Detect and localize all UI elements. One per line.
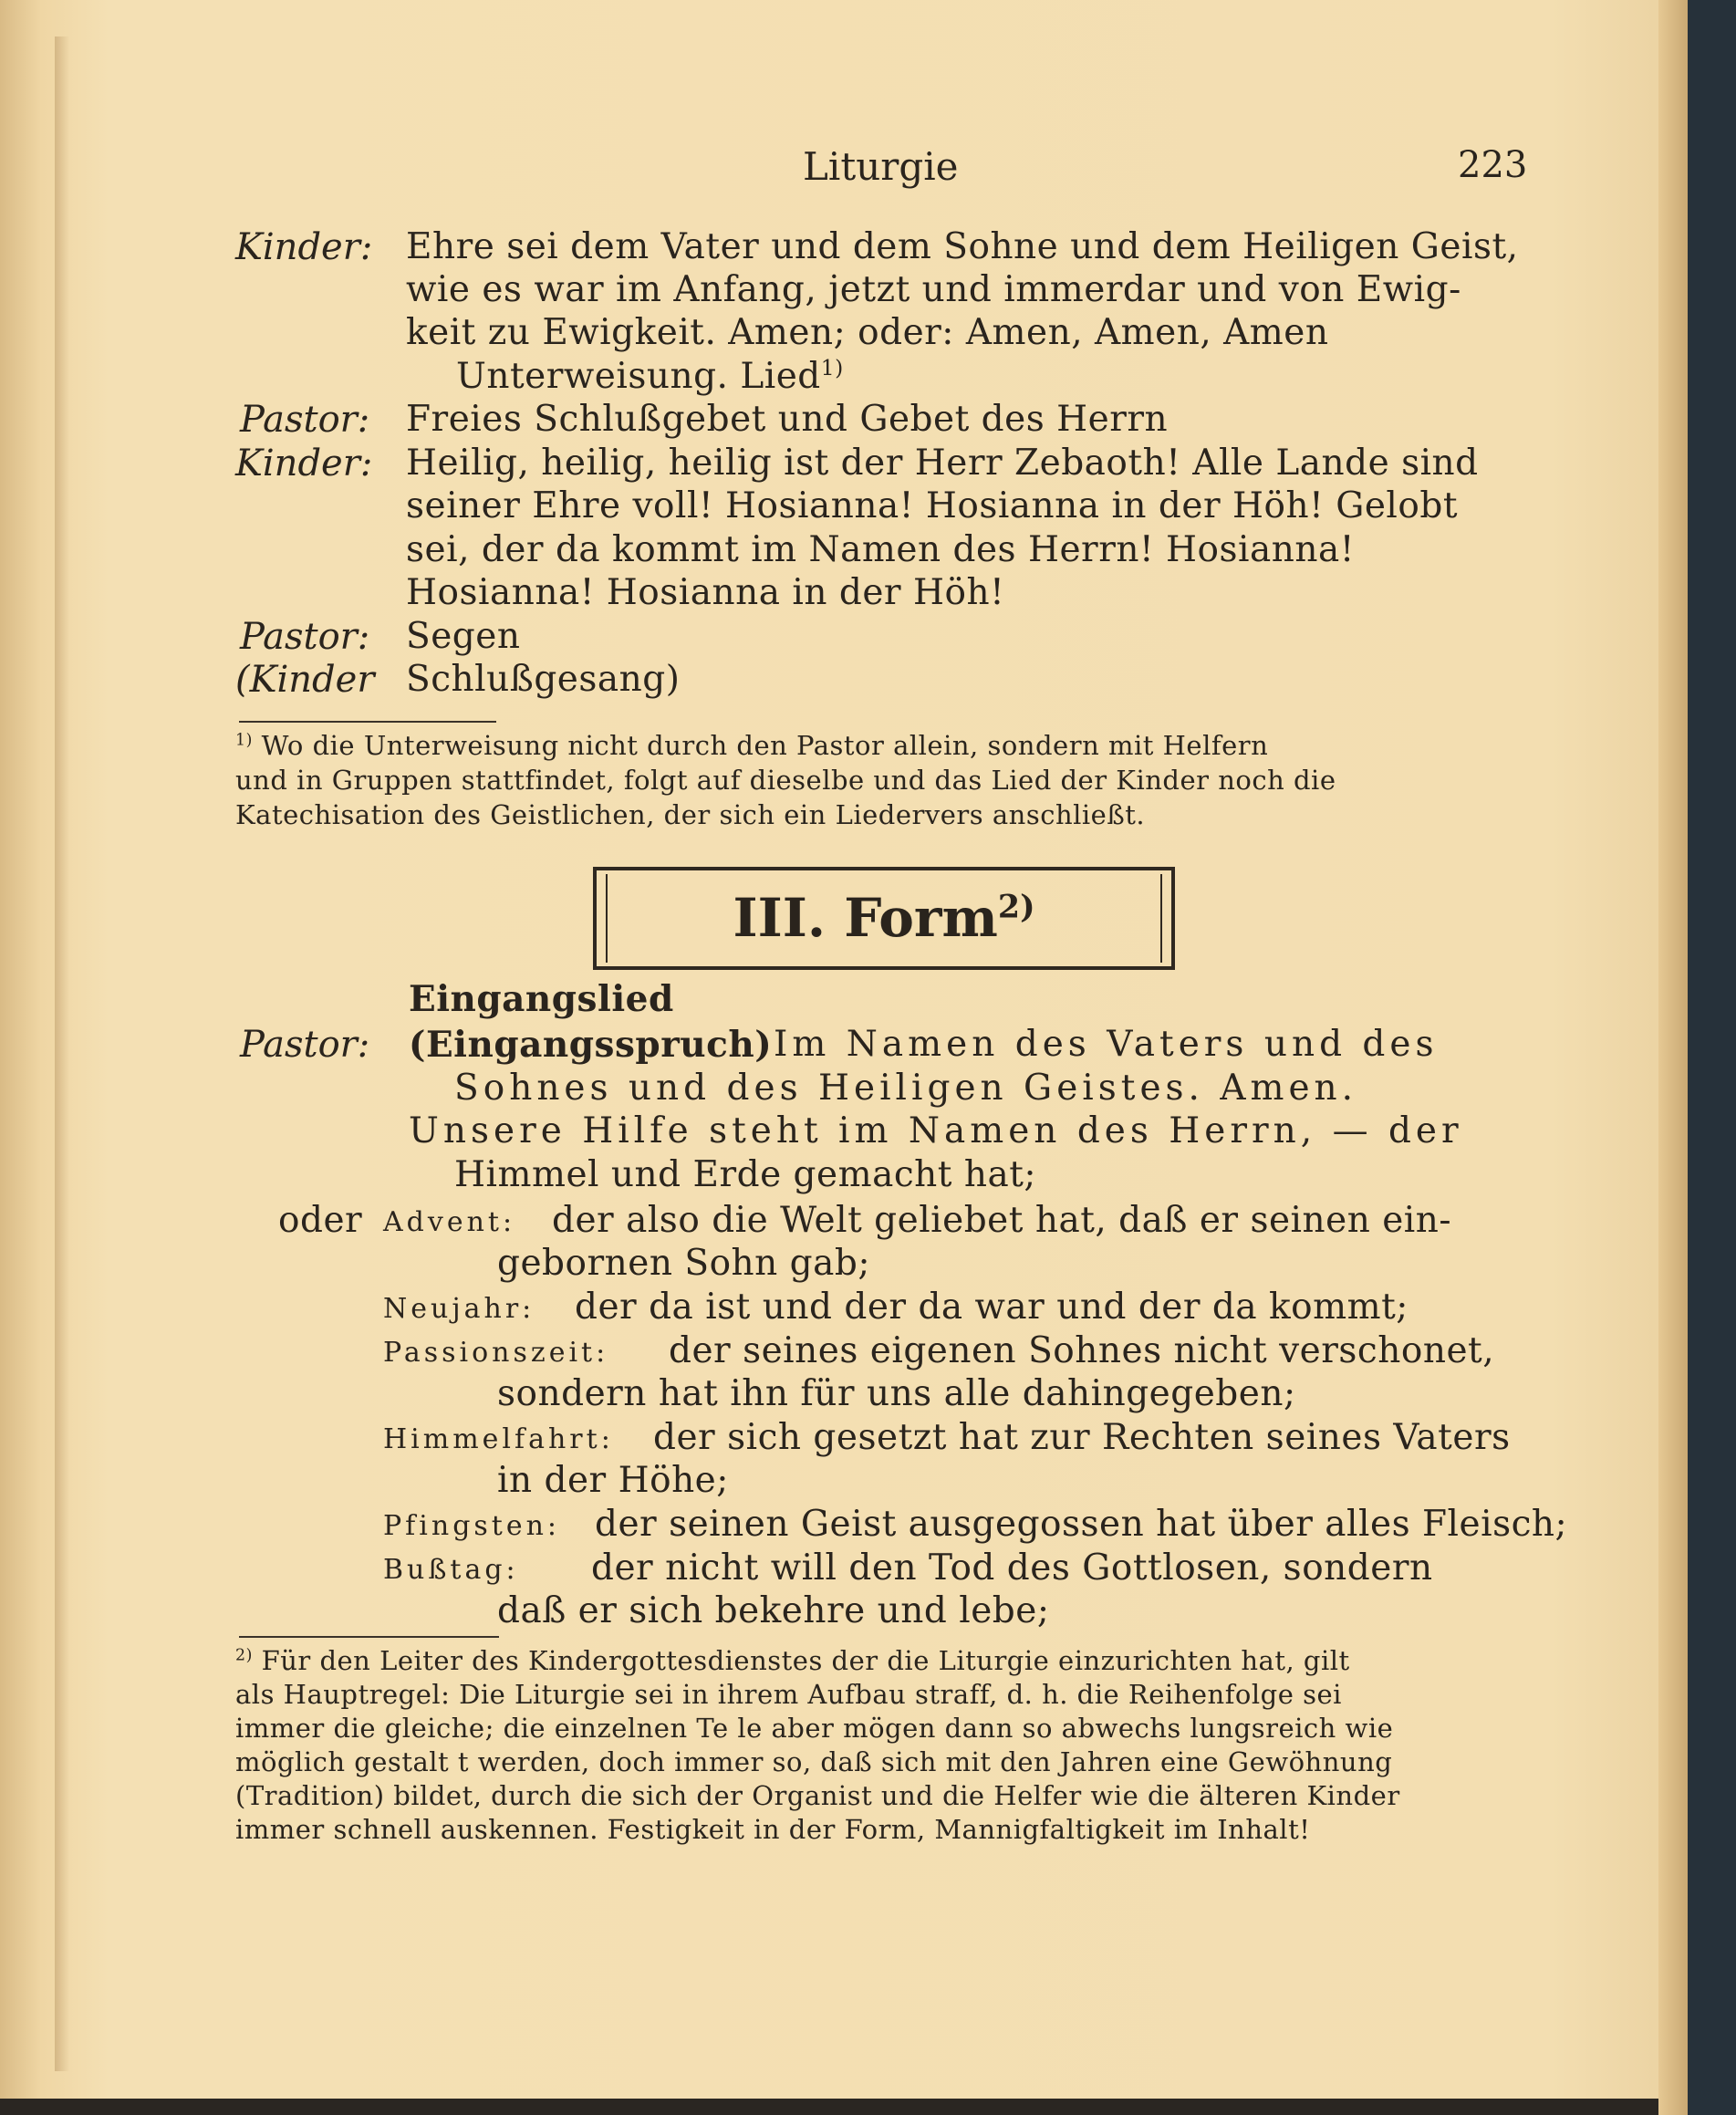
- footnote-line: immer schnell auskennen. Festigkeit in der Form, Mannigfaltigkeit im Inhalt!: [235, 1814, 1311, 1845]
- text-line: [456, 355, 844, 397]
- text-line: gebornen Sohn gab;: [497, 1243, 870, 1284]
- text-line: der also die Welt geliebet hat, daß er seinen ein-: [552, 1200, 1452, 1241]
- running-header-title: Liturgie: [803, 144, 959, 189]
- footnote-ref: 1): [820, 355, 844, 380]
- text-line: Unsere Hilfe steht im Namen des Herrn, — der: [409, 1110, 1463, 1151]
- footnote-ref: 2): [997, 888, 1035, 926]
- footnote-line: [235, 1645, 1350, 1676]
- speaker-label: Kinder:: [235, 443, 373, 484]
- text-line: Schlußgesang): [406, 659, 681, 700]
- text-line: Freies Schlußgebet und Gebet des Herrn: [406, 399, 1169, 440]
- text-line: Himmel und Erde gemacht hat;: [454, 1154, 1037, 1195]
- oder-label: oder: [278, 1200, 363, 1241]
- text-line: in der Höhe;: [497, 1460, 729, 1501]
- text-line: Hosianna! Hosianna in der Höh!: [406, 572, 1005, 613]
- section-heading-text: III. Form: [733, 887, 998, 949]
- footnote-line: Katechisation des Geistlichen, der sich ein Liedervers anschließt.: [235, 799, 1146, 830]
- book-cover-edge: [1688, 0, 1736, 2115]
- footnote-line: als Hauptregel: Die Liturgie sei in ihrem Aufbau straff, d. h. die Reihenfolge sei: [235, 1679, 1342, 1710]
- season-label: Advent:: [383, 1206, 516, 1238]
- text-line: sondern hat ihn für uns alle dahingegeben;: [497, 1373, 1296, 1414]
- section-heading-box: [593, 867, 1175, 970]
- footnote-line: (Tradition) bildet, durch die sich der Organist und die Helfer wie die älteren Kinder: [235, 1780, 1400, 1811]
- text-line-content: Unterweisung. Lied: [456, 356, 821, 397]
- speaker-label: (Kinder: [235, 659, 375, 701]
- footnote-line: [235, 730, 1268, 761]
- page-edge: [1658, 0, 1688, 2115]
- season-label: Pfingsten:: [383, 1510, 561, 1542]
- footnote-line: und in Gruppen stattfindet, folgt auf dieselbe und das Lied der Kinder noch die: [235, 765, 1336, 796]
- text-line: der seines eigenen Sohnes nicht verschonet,: [669, 1330, 1495, 1371]
- subheading: Eingangslied: [409, 978, 674, 1020]
- season-label: Bußtag:: [383, 1554, 519, 1586]
- subheading-inline: (Eingangsspruch): [409, 1024, 773, 1066]
- page-number: 223: [1458, 144, 1528, 186]
- text-line: daß er sich bekehre und lebe;: [497, 1590, 1050, 1631]
- text-line: der sich gesetzt hat zur Rechten seines Vaters: [653, 1417, 1511, 1458]
- season-label: Neujahr:: [383, 1293, 535, 1325]
- footnote-marker: 1): [235, 731, 253, 750]
- footnote-text: Wo die Unterweisung nicht durch den Pastor allein, sondern mit Helfern: [261, 730, 1269, 761]
- footnote-line: möglich gestalt t werden, doch immer so, daß sich mit den Jahren eine Gewöhnung: [235, 1746, 1393, 1777]
- season-label: Passionszeit:: [383, 1337, 609, 1369]
- speaker-label: Pastor:: [240, 1024, 370, 1066]
- footnote-text: Für den Leiter des Kindergottesdienstes der die Liturgie einzurichten hat, gilt: [261, 1645, 1350, 1676]
- text-line: der da ist und der da war und der da kommt;: [575, 1287, 1409, 1328]
- text-line: der seinen Geist ausgegossen hat über alles Fleisch;: [595, 1504, 1568, 1545]
- footnote-line: immer die gleiche; die einzelnen Te le aber mögen dann so abwechs lungsreich wie: [235, 1713, 1394, 1744]
- speaker-label: Pastor:: [240, 616, 370, 658]
- page-gutter: [55, 36, 69, 2071]
- text-line: wie es war im Anfang, jetzt und immerdar und von Ewig-: [406, 269, 1461, 310]
- text-line: keit zu Ewigkeit. Amen; oder: Amen, Amen, Amen: [406, 312, 1329, 353]
- text-line: Heilig, heilig, heilig ist der Herr Zebaoth! Alle Lande sind: [406, 443, 1479, 484]
- text-line: sei, der da kommt im Namen des Herrn! Hosianna!: [406, 529, 1355, 570]
- section-heading: [597, 887, 1171, 949]
- footnote-divider: [239, 721, 496, 723]
- season-label: Himmelfahrt:: [383, 1423, 614, 1455]
- text-line: Im Namen des Vaters und des: [774, 1024, 1439, 1065]
- text-line: der nicht will den Tod des Gottlosen, sondern: [591, 1547, 1433, 1589]
- footnote-marker: 2): [235, 1646, 253, 1665]
- text-line: Segen: [406, 616, 521, 657]
- text-line: Ehre sei dem Vater und dem Sohne und dem Heiligen Geist,: [406, 226, 1519, 267]
- text-line: Sohnes und des Heiligen Geistes. Amen.: [454, 1068, 1358, 1109]
- speaker-label: Pastor:: [240, 399, 370, 441]
- footnote-divider: [239, 1636, 499, 1638]
- speaker-label: Kinder:: [235, 226, 373, 268]
- text-line: seiner Ehre voll! Hosianna! Hosianna in der Höh! Gelobt: [406, 485, 1459, 526]
